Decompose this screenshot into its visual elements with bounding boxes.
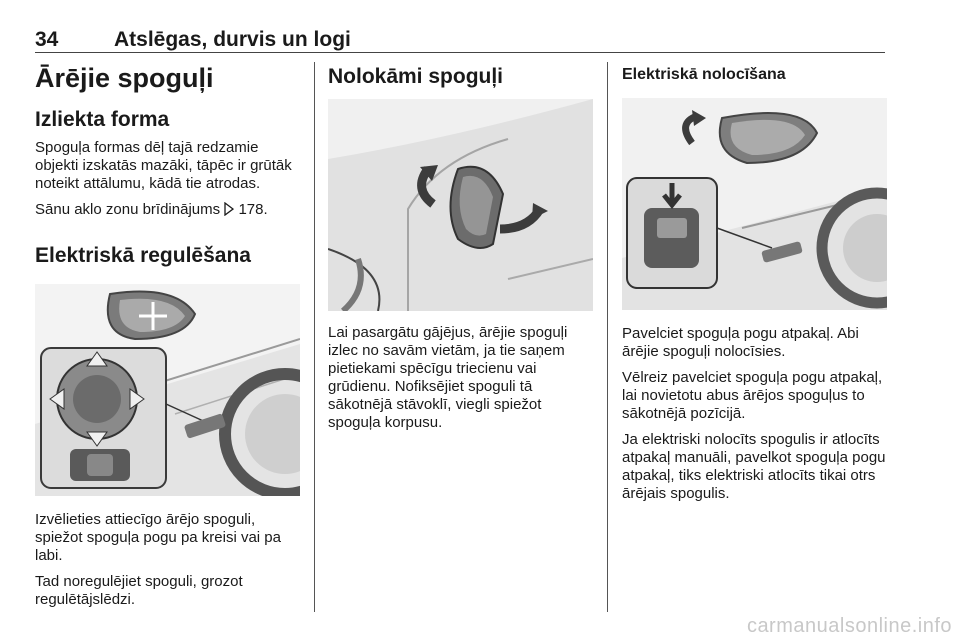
page-header	[35, 28, 885, 52]
body-paragraph: Spoguļa formas dēļ tajā redzamie objekti izskatās mazāki, tāpēc ir grūtāk noteikt attālumu, kādā tie atrodas.	[35, 139, 292, 192]
mirror-adjust-illustration	[35, 284, 300, 496]
body-paragraph: Lai pasargātu gājējus, ārējie spoguļi izlec no savām vietām, ja tie saņem pietiekami spēcīgu triecienu vai grūdienu. Nofiksējiet spoguli tā sākotnējā stāvoklī, viegli spiežot spoguļa korpusu.	[328, 324, 568, 431]
column-divider	[607, 62, 608, 612]
section-heading: Ārējie spoguļi	[35, 63, 214, 93]
body-paragraph: Tad noregulējiet spoguli, grozot regulētājslēdzi.	[35, 573, 243, 608]
column-right	[622, 62, 887, 503]
header-rule	[35, 52, 885, 53]
electric-folding-illustration	[622, 98, 887, 310]
body-paragraph: Pavelciet spoguļa pogu atpakaļ. Abi ārējie spoguļi nolocīsies.	[622, 325, 859, 360]
subsection-heading: Elektriskā regulēšana	[35, 244, 251, 267]
subsection-heading: Izliekta forma	[35, 108, 170, 131]
page-number: 34	[35, 28, 59, 51]
reference-text: Sānu aklo zonu brīdinājums	[35, 201, 221, 218]
body-paragraph: Ja elektriski nolocīts spogulis ir atlocīts atpakaļ manuāli, pavelkot spoguļa pogu atpakaļ, tiks elektriski atlocīts tikai otrs ārējais spogulis.	[622, 431, 886, 502]
column-middle	[328, 62, 593, 432]
arrow-reference-icon	[224, 202, 234, 221]
section-heading: Elektriskā nolocīšana	[622, 66, 786, 83]
column-left	[35, 62, 300, 609]
watermark: carmanualsonline.info	[746, 615, 952, 637]
section-heading: Nolokāmi spoguļi	[328, 65, 504, 88]
reference-page: 178.	[238, 201, 268, 218]
folding-mirror-illustration	[328, 99, 593, 311]
running-title: Atslēgas, durvis un logi	[114, 28, 351, 51]
column-divider	[314, 62, 315, 612]
body-paragraph: Vēlreiz pavelciet spoguļa pogu atpakaļ, lai novietotu abus ārējos spoguļus to sākotnējā pozīcijā.	[622, 369, 883, 422]
body-paragraph-reference	[35, 201, 300, 221]
body-paragraph: Izvēlieties attiecīgo ārējo spoguli, spiežot spoguļa pogu pa kreisi vai pa labi.	[35, 511, 281, 564]
